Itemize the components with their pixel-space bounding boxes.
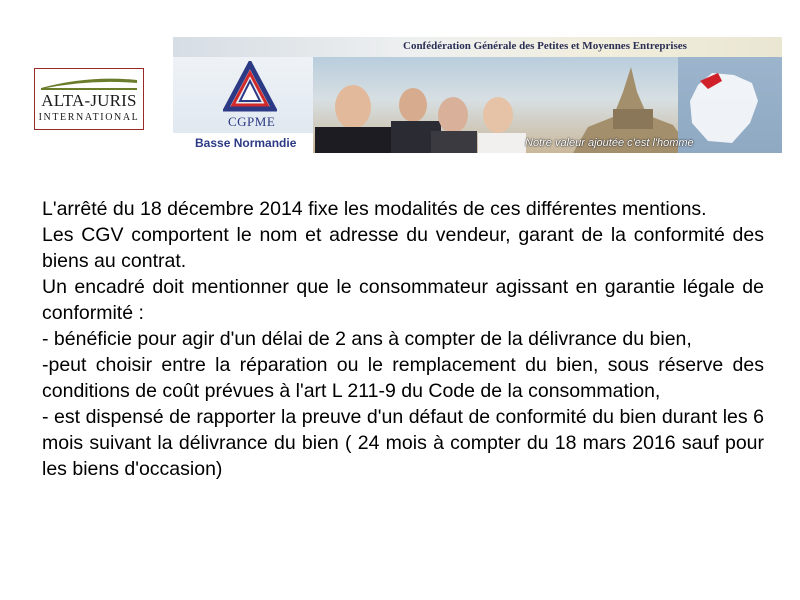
cgpme-banner: [173, 37, 782, 153]
cgpme-acronym: CGPME: [228, 114, 276, 129]
paragraph: - est dispensé de rapporter la preuve d'un défaut de conformité du bien durant les 6 mois suivant la délivrance du bien ( 24 mois à compter du 18 mars 2016 sauf pour les biens d'occasion): [42, 406, 764, 480]
logo-name: ALTA-JURIS: [41, 91, 137, 110]
paragraph: - bénéficie pour agir d'un délai de 2 ans à compter de la délivrance du bien,: [42, 328, 692, 350]
alta-juris-logo: [34, 68, 144, 130]
paragraph: Un encadré doit mentionner que le consommateur agissant en garantie légale de conformité :: [42, 276, 764, 324]
paragraph: Les CGV comportent le nom et adresse du vendeur, garant de la conformité des biens au contrat.: [42, 224, 764, 272]
banner-slogan: Notre valeur ajoutée c'est l'homme: [525, 137, 694, 149]
cgpme-triangle-icon: [223, 61, 277, 113]
paragraph: L'arrêté du 18 décembre 2014 fixe les modalités de ces différentes mentions.: [42, 198, 707, 220]
paragraph: -peut choisir entre la réparation ou le remplacement du bien, sous réserve des conditions de coût prévues à l'art L 211-9 du Code de la consommation,: [42, 354, 764, 402]
main-text: [42, 196, 764, 482]
banner-organization-name: Confédération Générale des Petites et Moyennes Entreprises: [403, 40, 687, 52]
logo-subtitle: INTERNATIONAL: [38, 112, 140, 123]
logo-swoosh-icon: [39, 75, 139, 91]
region-name: Basse Normandie: [195, 136, 297, 150]
